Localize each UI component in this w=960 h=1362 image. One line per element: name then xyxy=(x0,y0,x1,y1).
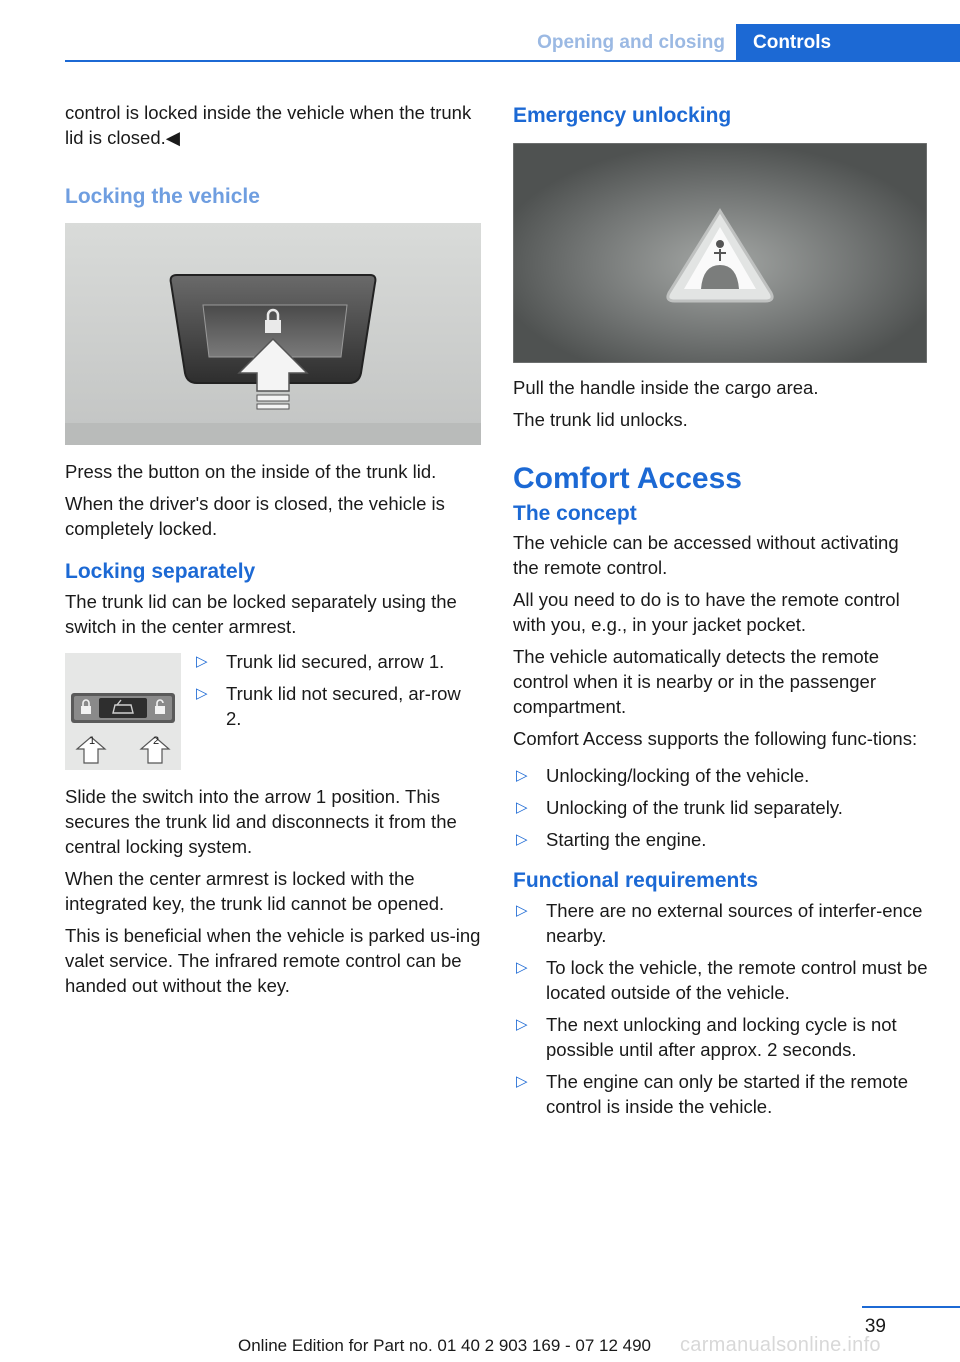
locking-paragraph-1: Press the button on the inside of the trunk lid. xyxy=(65,461,437,482)
watermark: carmanualsonline.info xyxy=(680,1334,881,1356)
concept-paragraph-3: The vehicle automatically detects the remote control when it is nearby or in the passenger compartment. xyxy=(513,646,880,717)
requirements-list xyxy=(513,898,929,1119)
arrow-1-label: 1 xyxy=(89,735,96,747)
emergency-heading: Emergency unlocking xyxy=(513,104,732,127)
concept-heading: The concept xyxy=(513,502,637,525)
list-item: ▷ The engine can only be started if the remote control is inside the vehicle. xyxy=(516,1071,908,1117)
list-item: ▷ The next unlocking and locking cycle is not possible until after approx. 2 seconds. xyxy=(516,1014,897,1060)
concept-paragraph-4: Comfort Access supports the following func-tions: xyxy=(513,728,918,749)
armrest-paragraph: When the center armrest is locked with the integrated key, the trunk lid cannot be opened. xyxy=(65,868,445,914)
functional-requirements-heading: Functional requirements xyxy=(513,869,759,892)
header-section-title: Opening and closing xyxy=(537,32,725,53)
triangle-bullet-icon: ▷ xyxy=(516,1016,528,1033)
triangle-bullet-icon: ▷ xyxy=(196,653,208,670)
armrest-switch-image xyxy=(65,653,181,770)
header-tab-controls: Controls xyxy=(736,24,960,62)
triangle-bullet-icon: ▷ xyxy=(516,902,528,919)
valet-paragraph: This is beneficial when the vehicle is parked us-ing valet service. The infrared remote control can be handed out without the key. xyxy=(65,925,481,996)
right-column xyxy=(513,100,929,1126)
list-item: ▷ Unlocking of the trunk lid separately. xyxy=(516,797,843,818)
list-item: ▷ Trunk lid secured, arrow 1. xyxy=(196,651,445,672)
trunk-lock-button-image xyxy=(65,223,481,445)
list-item: ▷ There are no external sources of interfer-ence nearby. xyxy=(516,900,923,946)
triangle-bullet-icon: ▷ xyxy=(516,799,528,816)
concept-paragraph-2: All you need to do is to have the remote control with you, e.g., in your jacket pocket. xyxy=(513,589,900,635)
switch-figure-block xyxy=(65,653,481,770)
header-rule xyxy=(65,60,960,62)
triangle-bullet-icon: ▷ xyxy=(196,685,208,702)
switch-positions-list xyxy=(193,649,481,738)
list-item: ▷ Starting the engine. xyxy=(516,829,707,850)
emergency-handle-image xyxy=(513,143,927,363)
list-item: ▷ To lock the vehicle, the remote control must be located outside of the vehicle. xyxy=(516,957,928,1003)
triangle-bullet-icon: ▷ xyxy=(516,959,528,976)
functions-list xyxy=(513,763,929,852)
intro-text: control is locked inside the vehicle when the trunk lid is closed.◀ xyxy=(65,102,472,148)
list-item: ▷ Unlocking/locking of the vehicle. xyxy=(516,765,810,786)
slide-paragraph: Slide the switch into the arrow 1 position. This secures the trunk lid and disconnects it from the central locking system. xyxy=(65,786,457,857)
locking-separately-heading: Locking separately xyxy=(65,560,256,583)
emergency-paragraph-1: Pull the handle inside the cargo area. xyxy=(513,377,819,398)
locking-heading: Locking the vehicle xyxy=(65,185,260,208)
edition-note: Online Edition for Part no. 01 40 2 903 169 - 07 12 490 xyxy=(238,1336,652,1355)
emergency-paragraph-2: The trunk lid unlocks. xyxy=(513,409,688,430)
list-item: ▷ Trunk lid not secured, ar-row 2. xyxy=(196,683,461,729)
comfort-access-heading: Comfort Access xyxy=(513,462,742,495)
page-number: 39 xyxy=(864,1316,886,1337)
concept-paragraph-1: The vehicle can be accessed without activating the remote control. xyxy=(513,532,899,578)
triangle-bullet-icon: ▷ xyxy=(516,767,528,784)
triangle-bullet-icon: ▷ xyxy=(516,831,528,848)
arrow-2-label: 2 xyxy=(153,735,160,747)
footer-rule xyxy=(862,1306,960,1308)
locking-paragraph-2: When the driver's door is closed, the vehicle is completely locked. xyxy=(65,493,445,539)
separately-paragraph: The trunk lid can be locked separately using the switch in the center armrest. xyxy=(65,591,457,637)
left-column xyxy=(65,100,481,1005)
triangle-bullet-icon: ▷ xyxy=(516,1073,528,1090)
